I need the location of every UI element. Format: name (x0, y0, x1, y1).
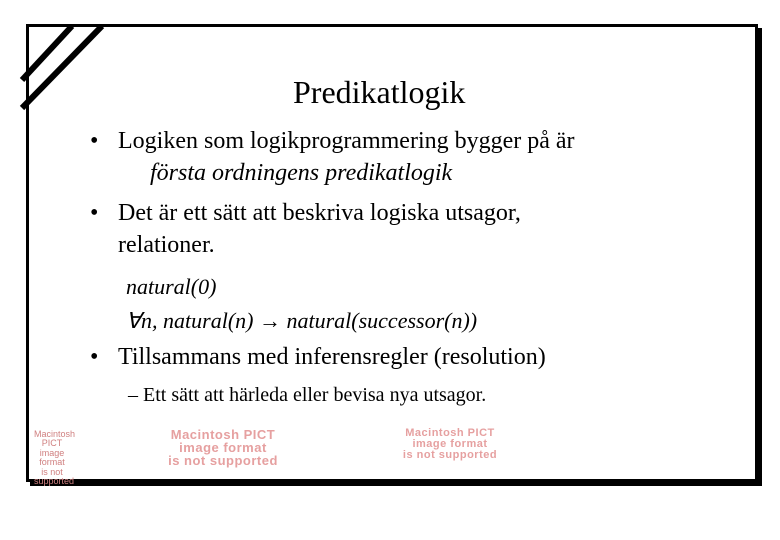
bullet-2-continuation: relationer. (118, 232, 215, 258)
corner-decoration-icon (20, 24, 120, 114)
pict-placeholder-1 (130, 428, 316, 467)
pict-small-line2: image format (39, 447, 65, 468)
bullet-2-text: Det är ett sätt att beskriva logiska utsagor, (118, 200, 521, 226)
formula-2: ∀n, natural(n) → natural(successor(n)) (126, 308, 478, 333)
pict-1-line3: is not supported (168, 453, 278, 468)
pict-placeholder-2 (376, 428, 524, 461)
bullet-marker: • (90, 128, 99, 154)
pict-small-line3: is not supported (34, 466, 75, 487)
bullet-1-text: Logiken som logikprogrammering bygger på är (118, 128, 575, 154)
pict-placeholder-small (34, 429, 76, 487)
bullet-3-text: Tillsammans med inferensregler (resolution) (118, 344, 546, 370)
slide-title: Predikatlogik (293, 74, 466, 110)
pict-2-line2: image format (412, 438, 488, 450)
bullet-marker: • (90, 344, 99, 370)
pict-2-line3: is not supported (402, 449, 498, 461)
pict-1-line1: Macintosh PICT (170, 427, 276, 442)
bullet-1-continuation: första ordningens predikatlogik (150, 160, 453, 186)
pict-2-line1: Macintosh PICT (405, 427, 495, 439)
bullet-marker: • (90, 200, 99, 226)
formula-1: natural(0) (126, 274, 217, 299)
pict-1-line2: image format (179, 440, 267, 455)
pict-small-line1: Macintosh PICT (34, 429, 76, 449)
sub-bullet-text: – Ett sätt att härleda eller bevisa nya utsagor. (128, 384, 487, 406)
